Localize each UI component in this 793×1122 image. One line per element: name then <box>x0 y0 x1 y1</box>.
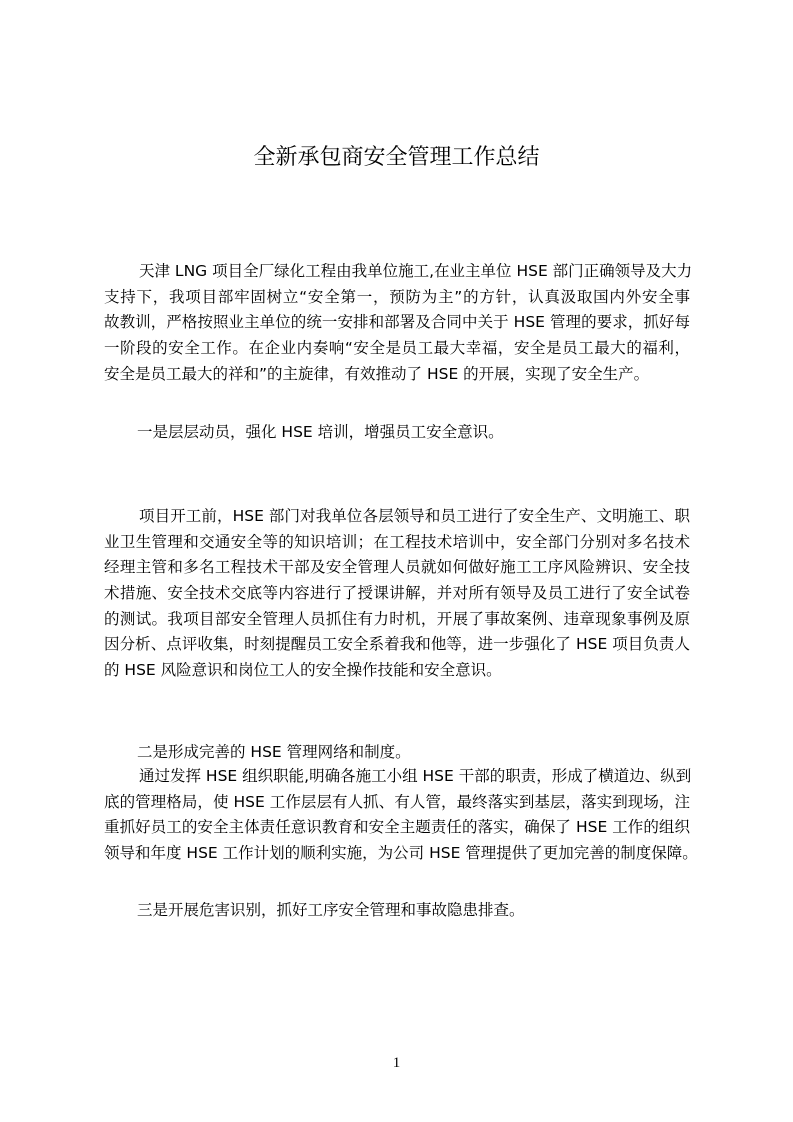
text-line: 支持下，我项目部牢固树立“安全第一，预防为主”的方针，认真汲取国内外安全事 <box>104 287 690 306</box>
section-heading-2: 二是形成完善的 HSE 管理网络和制度。 <box>137 743 411 761</box>
text-line: 一阶段的安全工作。在企业内奏响“安全是员工最大幸福，安全是员工最大的福利， <box>104 339 690 358</box>
text-line: 术措施、安全技术交底等内容进行了授课讲解，并对所有领导及员工进行了安全试卷 <box>104 584 690 603</box>
paragraph-training <box>104 504 690 684</box>
text-line: 安全是员工最大的祥和”的主旋律，有效推动了 HSE 的开展，实现了安全生产。 <box>104 364 650 383</box>
text-line: 通过发挥 HSE 组织职能,明确各施工小组 HSE 干部的职责，形成了横道边、纵到 <box>139 767 692 785</box>
text-line: 业卫生管理和交通安全等的知识培训；在工程技术培训中，安全部门分别对多名技术 <box>104 532 690 551</box>
text-line: 经理主管和多名工程技术干部及安全管理人员就如何做好施工工序风险辨识、安全技 <box>104 558 690 577</box>
text-line: 领导和年度 HSE 工作计划的顺利实施，为公司 HSE 管理提供了更加完善的制度保障。 <box>104 844 698 863</box>
text-line: 因分析、点评收集，时刻提醒员工安全系着我和他等，进一步强化了 HSE 项目负责人 <box>104 635 690 654</box>
section-heading-3: 三是开展危害识别，抓好工序安全管理和事故隐患排查。 <box>137 901 525 919</box>
paragraph-management <box>104 764 698 867</box>
text-line: 的 HSE 风险意识和岗位工人的安全操作技能和安全意识。 <box>104 661 502 680</box>
text-line: 故教训，严格按照业主单位的统一安排和部署及合同中关于 HSE 管理的要求，抓好每 <box>104 313 690 332</box>
text-line: 重抓好员工的安全主体责任意识教育和安全主题责任的落实，确保了 HSE 工作的组织 <box>104 818 690 837</box>
text-line: 底的管理格局，使 HSE 工作层层有人抓、有人管，最终落实到基层，落实到现场，注 <box>104 792 690 811</box>
document-title: 全新承包商安全管理工作总结 <box>253 145 540 170</box>
text-line: 项目开工前，HSE 部门对我单位各层领导和员工进行了安全生产、文明施工、职 <box>139 507 690 525</box>
page-number: 1 <box>392 1055 401 1071</box>
text-line: 的测试。我项目部安全管理人员抓住有力时机，开展了事故案例、违章现象事例及原 <box>104 609 690 628</box>
text-line: 天津 LNG 项目全厂绿化工程由我单位施工,在业主单位 HSE 部门正确领导及大力 <box>139 262 693 280</box>
paragraph-intro <box>104 259 693 387</box>
section-heading-1: 一是层层动员，强化 HSE 培训，增强员工安全意识。 <box>137 423 504 441</box>
